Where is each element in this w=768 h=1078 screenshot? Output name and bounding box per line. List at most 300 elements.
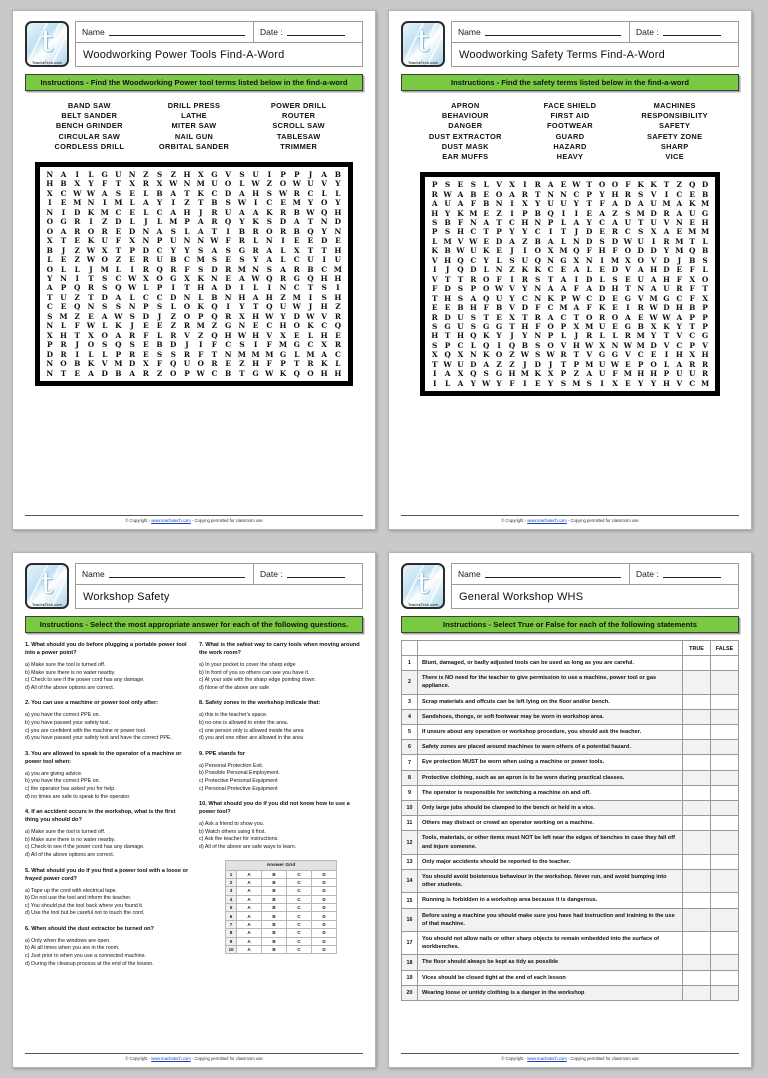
grid-letter[interactable]: A <box>547 312 554 322</box>
grid-letter[interactable]: U <box>521 255 529 265</box>
grid-letter[interactable]: V <box>624 350 631 360</box>
grid-row[interactable] <box>42 227 346 236</box>
answer-option-d[interactable]: D <box>312 870 337 878</box>
grid-letter[interactable]: X <box>509 312 515 322</box>
grid-letter[interactable]: B <box>457 303 464 313</box>
grid-letter[interactable]: Z <box>198 330 204 340</box>
grid-row[interactable] <box>427 218 713 227</box>
name-field[interactable] <box>76 22 254 42</box>
true-checkbox-cell[interactable] <box>683 908 711 931</box>
grid-letter[interactable]: O <box>170 368 177 378</box>
grid-letter[interactable]: A <box>101 188 108 198</box>
grid-letter[interactable]: N <box>560 189 567 199</box>
grid-letter[interactable]: L <box>102 321 108 331</box>
grid-letter[interactable]: I <box>102 198 107 208</box>
grid-letter[interactable]: L <box>47 255 53 265</box>
true-checkbox-cell[interactable] <box>683 831 711 854</box>
grid-letter[interactable]: C <box>573 189 580 199</box>
grid-letter[interactable]: U <box>156 255 163 265</box>
grid-letter[interactable]: M <box>623 369 632 379</box>
grid-letter[interactable]: L <box>156 330 163 340</box>
grid-row[interactable] <box>427 209 713 218</box>
grid-letter[interactable]: U <box>224 207 232 217</box>
grid-letter[interactable]: F <box>470 199 476 209</box>
grid-letter[interactable]: F <box>586 303 592 313</box>
grid-letter[interactable]: W <box>86 321 96 331</box>
answer-option-a[interactable]: A <box>237 929 262 937</box>
grid-letter[interactable]: W <box>456 246 465 256</box>
grid-letter[interactable]: D <box>142 311 150 321</box>
grid-letter[interactable]: H <box>224 330 232 340</box>
grid-letter[interactable]: N <box>60 274 67 283</box>
grid-letter[interactable]: J <box>130 321 134 331</box>
question-option[interactable]: c) the operator has asked you for help. <box>25 785 116 792</box>
grid-letter[interactable]: V <box>663 340 670 350</box>
grid-letter[interactable]: S <box>535 340 541 350</box>
grid-letter[interactable]: R <box>129 349 136 359</box>
grid-letter[interactable]: T <box>307 283 314 293</box>
grid-letter[interactable]: F <box>676 274 682 284</box>
grid-letter[interactable]: K <box>650 180 657 190</box>
grid-letter[interactable]: O <box>156 274 163 283</box>
grid-row[interactable] <box>42 170 346 179</box>
grid-letter[interactable]: V <box>637 293 644 303</box>
grid-letter[interactable]: Q <box>307 226 314 236</box>
grid-letter[interactable]: M <box>169 217 178 227</box>
grid-letter[interactable]: C <box>115 207 122 217</box>
grid-letter[interactable]: A <box>321 170 328 180</box>
grid-letter[interactable]: N <box>252 264 259 274</box>
grid-letter[interactable]: Z <box>156 368 163 378</box>
true-checkbox-cell[interactable] <box>683 709 711 724</box>
grid-letter[interactable]: B <box>637 322 644 332</box>
grid-letter[interactable]: W <box>86 188 96 198</box>
grid-letter[interactable]: P <box>197 311 204 321</box>
grid-row[interactable] <box>427 294 713 303</box>
grid-letter[interactable]: S <box>102 340 108 350</box>
answer-option-b[interactable]: B <box>262 920 287 928</box>
grid-letter[interactable]: A <box>238 274 245 283</box>
grid-letter[interactable]: W <box>585 340 594 350</box>
answer-grid-row[interactable] <box>226 878 337 886</box>
grid-letter[interactable]: S <box>599 236 605 246</box>
question-option[interactable]: b) At all times when you are in the room. <box>25 945 120 952</box>
false-checkbox-cell[interactable] <box>711 893 739 908</box>
grid-letter[interactable]: B <box>483 199 490 209</box>
grid-letter[interactable]: A <box>573 303 580 313</box>
grid-row[interactable] <box>42 331 346 340</box>
grid-letter[interactable]: H <box>508 369 516 379</box>
grid-letter[interactable]: X <box>702 293 708 303</box>
grid-letter[interactable]: D <box>101 368 108 378</box>
grid-letter[interactable]: Q <box>211 311 218 321</box>
grid-letter[interactable]: T <box>184 283 190 293</box>
grid-letter[interactable]: X <box>547 246 554 256</box>
answer-option-a[interactable]: A <box>237 887 262 895</box>
grid-letter[interactable]: Q <box>547 208 554 218</box>
grid-letter[interactable]: T <box>573 312 580 322</box>
grid-letter[interactable]: Y <box>650 331 657 341</box>
grid-letter[interactable]: Q <box>115 283 122 293</box>
grid-letter[interactable]: J <box>445 265 450 275</box>
grid-row[interactable] <box>42 265 346 274</box>
grid-letter[interactable]: Y <box>650 378 657 388</box>
grid-letter[interactable]: F <box>225 236 231 246</box>
grid-letter[interactable]: I <box>574 208 579 218</box>
grid-letter[interactable]: G <box>60 217 67 227</box>
grid-row[interactable] <box>42 198 346 207</box>
grid-letter[interactable]: S <box>239 340 245 350</box>
grid-letter[interactable]: S <box>702 255 708 265</box>
site-link[interactable]: www.teachatech.com <box>527 518 567 523</box>
grid-letter[interactable]: F <box>496 274 502 284</box>
grid-letter[interactable]: H <box>662 378 670 388</box>
grid-letter[interactable]: L <box>102 349 108 359</box>
grid-letter[interactable]: N <box>495 265 503 275</box>
grid-letter[interactable]: T <box>239 368 245 378</box>
grid-letter[interactable]: A <box>573 218 580 228</box>
grid-letter[interactable]: O <box>87 226 95 236</box>
grid-letter[interactable]: D <box>128 359 136 369</box>
grid-letter[interactable]: R <box>225 264 232 274</box>
grid-letter[interactable]: M <box>306 349 315 359</box>
grid-letter[interactable]: C <box>293 283 300 293</box>
grid-letter[interactable]: R <box>279 207 287 217</box>
grid-letter[interactable]: S <box>102 302 108 312</box>
grid-letter[interactable]: S <box>239 170 245 180</box>
grid-letter[interactable]: S <box>239 255 245 265</box>
false-checkbox-cell[interactable] <box>711 785 739 800</box>
answer-option-c[interactable]: C <box>287 887 312 895</box>
grid-letter[interactable]: D <box>624 199 632 209</box>
grid-letter[interactable]: G <box>224 321 232 331</box>
grid-letter[interactable]: E <box>143 340 149 350</box>
grid-letter[interactable]: U <box>307 255 314 265</box>
grid-letter[interactable]: T <box>637 218 644 228</box>
grid-letter[interactable]: Y <box>663 246 670 256</box>
grid-letter[interactable]: X <box>547 369 554 379</box>
grid-letter[interactable]: V <box>663 218 670 228</box>
grid-letter[interactable]: C <box>184 255 190 265</box>
grid-letter[interactable]: N <box>637 284 645 294</box>
grid-letter[interactable]: H <box>469 303 477 313</box>
grid-letter[interactable]: E <box>129 188 135 198</box>
grid-letter[interactable]: V <box>702 340 708 350</box>
grid-letter[interactable]: H <box>675 303 683 313</box>
grid-letter[interactable]: X <box>573 255 580 265</box>
grid-letter[interactable]: W <box>469 236 478 246</box>
grid-letter[interactable]: S <box>560 378 567 388</box>
grid-letter[interactable]: M <box>572 378 581 388</box>
grid-letter[interactable]: U <box>598 359 606 369</box>
grid-letter[interactable]: Q <box>74 283 81 293</box>
grid-letter[interactable]: E <box>560 180 567 190</box>
grid-letter[interactable]: D <box>585 227 593 237</box>
grid-letter[interactable]: R <box>74 217 81 227</box>
grid-letter[interactable]: R <box>611 227 619 237</box>
grid-letter[interactable]: R <box>470 274 477 284</box>
grid-letter[interactable]: B <box>444 246 451 256</box>
grid-letter[interactable]: A <box>457 199 464 209</box>
grid-letter[interactable]: D <box>320 236 328 246</box>
grid-letter[interactable]: Q <box>170 359 177 369</box>
grid-letter[interactable]: V <box>457 236 464 246</box>
grid-letter[interactable]: S <box>457 293 464 303</box>
grid-letter[interactable]: T <box>560 359 567 369</box>
grid-letter[interactable]: A <box>560 274 567 284</box>
grid-letter[interactable]: A <box>483 359 490 369</box>
grid-letter[interactable]: Z <box>184 198 190 208</box>
grid-letter[interactable]: D <box>598 284 606 294</box>
grid-letter[interactable]: R <box>307 359 314 369</box>
grid-letter[interactable]: Q <box>457 265 464 275</box>
grid-letter[interactable]: K <box>320 359 328 369</box>
grid-letter[interactable]: N <box>46 321 54 331</box>
grid-letter[interactable]: E <box>599 227 605 237</box>
grid-letter[interactable]: Y <box>573 199 579 209</box>
grid-letter[interactable]: Z <box>239 359 245 369</box>
grid-letter[interactable]: C <box>521 293 528 303</box>
grid-letter[interactable]: D <box>444 312 451 322</box>
word-search-grid[interactable] <box>35 162 353 386</box>
grid-letter[interactable]: I <box>523 378 527 388</box>
grid-letter[interactable]: E <box>650 350 657 360</box>
grid-letter[interactable]: J <box>198 207 203 217</box>
grid-letter[interactable]: S <box>225 245 231 255</box>
grid-letter[interactable]: O <box>197 359 204 369</box>
grid-letter[interactable]: N <box>534 293 542 303</box>
grid-row[interactable] <box>42 340 346 349</box>
grid-letter[interactable]: M <box>196 321 205 331</box>
question-option[interactable]: c) Ask the teacher for instructions. <box>199 836 279 843</box>
grid-letter[interactable]: H <box>238 292 246 302</box>
grid-letter[interactable]: N <box>46 368 54 378</box>
grid-letter[interactable]: H <box>320 368 328 378</box>
grid-letter[interactable]: O <box>611 312 619 322</box>
answer-option-d[interactable]: D <box>312 887 337 895</box>
grid-letter[interactable]: R <box>142 179 149 189</box>
grid-letter[interactable]: S <box>266 188 272 198</box>
grid-letter[interactable]: G <box>495 322 503 332</box>
grid-letter[interactable]: B <box>60 179 67 189</box>
grid-letter[interactable]: T <box>483 312 489 322</box>
grid-letter[interactable]: C <box>266 321 273 331</box>
grid-letter[interactable]: G <box>170 274 177 283</box>
grid-letter[interactable]: C <box>321 264 328 274</box>
grid-letter[interactable]: M <box>649 293 658 303</box>
grid-letter[interactable]: A <box>293 217 300 227</box>
answer-option-d[interactable]: D <box>312 937 337 945</box>
grid-letter[interactable]: F <box>102 179 108 189</box>
grid-letter[interactable]: S <box>47 311 53 321</box>
grid-letter[interactable]: Y <box>307 198 314 208</box>
grid-letter[interactable]: T <box>547 274 554 284</box>
grid-letter[interactable]: T <box>534 189 541 199</box>
grid-letter[interactable]: W <box>127 274 137 283</box>
grid-letter[interactable]: C <box>586 293 593 303</box>
grid-letter[interactable]: E <box>483 189 490 199</box>
grid-letter[interactable]: M <box>585 322 594 332</box>
grid-letter[interactable]: J <box>677 255 682 265</box>
grid-letter[interactable]: Y <box>470 378 476 388</box>
grid-letter[interactable]: N <box>142 236 150 246</box>
grid-letter[interactable]: T <box>431 359 438 369</box>
grid-row[interactable] <box>427 180 713 189</box>
grid-letter[interactable]: N <box>547 189 554 199</box>
grid-letter[interactable]: C <box>211 368 218 378</box>
grid-letter[interactable]: Z <box>101 217 108 227</box>
grid-letter[interactable]: I <box>432 265 437 275</box>
grid-letter[interactable]: J <box>75 340 79 350</box>
grid-letter[interactable]: P <box>560 293 567 303</box>
grid-letter[interactable]: Q <box>444 350 451 360</box>
grid-letter[interactable]: P <box>431 180 438 190</box>
grid-letter[interactable]: K <box>482 331 490 341</box>
grid-letter[interactable]: U <box>101 236 108 246</box>
grid-letter[interactable]: C <box>307 340 314 350</box>
grid-letter[interactable]: H <box>252 311 260 321</box>
grid-letter[interactable]: E <box>60 302 67 312</box>
grid-letter[interactable]: A <box>252 292 259 302</box>
grid-letter[interactable]: B <box>156 188 163 198</box>
grid-letter[interactable]: L <box>129 292 135 302</box>
grid-letter[interactable]: M <box>251 349 260 359</box>
grid-letter[interactable]: N <box>87 302 95 312</box>
grid-letter[interactable]: M <box>610 255 620 265</box>
grid-letter[interactable]: S <box>321 292 327 302</box>
grid-row[interactable] <box>42 217 346 226</box>
grid-letter[interactable]: H <box>431 331 439 341</box>
grid-letter[interactable]: R <box>293 264 300 274</box>
grid-letter[interactable]: G <box>293 340 300 350</box>
grid-letter[interactable]: Q <box>334 321 342 331</box>
grid-letter[interactable]: K <box>252 217 259 227</box>
grid-letter[interactable]: S <box>266 264 272 274</box>
site-link[interactable]: www.teachatech.com <box>151 1056 191 1061</box>
answer-option-b[interactable]: B <box>262 904 287 912</box>
grid-letter[interactable]: Y <box>444 208 451 218</box>
true-checkbox-cell[interactable] <box>683 932 711 955</box>
site-link[interactable]: www.teachatech.com <box>151 518 191 523</box>
grid-letter[interactable]: L <box>432 236 438 246</box>
grid-letter[interactable]: D <box>650 246 657 256</box>
answer-option-c[interactable]: C <box>287 937 312 945</box>
grid-letter[interactable]: L <box>470 340 476 350</box>
grid-letter[interactable]: B <box>470 189 477 199</box>
grid-letter[interactable]: M <box>237 264 246 274</box>
answer-option-b[interactable]: B <box>262 895 287 903</box>
grid-letter[interactable]: X <box>46 330 53 340</box>
grid-letter[interactable]: O <box>293 321 300 331</box>
answer-option-c[interactable]: C <box>287 920 312 928</box>
grid-letter[interactable]: Z <box>170 311 176 321</box>
grid-letter[interactable]: P <box>156 283 163 293</box>
question-option[interactable]: c) Personal Protective Equipment <box>199 785 278 792</box>
grid-letter[interactable]: U <box>624 218 632 228</box>
grid-letter[interactable]: T <box>60 368 67 378</box>
grid-letter[interactable]: L <box>560 331 567 341</box>
grid-letter[interactable]: N <box>183 292 191 302</box>
grid-letter[interactable]: X <box>573 322 580 332</box>
grid-letter[interactable]: P <box>702 312 708 322</box>
grid-letter[interactable]: T <box>74 330 80 340</box>
false-checkbox-cell[interactable] <box>711 709 739 724</box>
grid-letter[interactable]: Q <box>688 180 696 190</box>
grid-letter[interactable]: C <box>60 188 67 198</box>
grid-letter[interactable]: K <box>521 265 529 275</box>
grid-letter[interactable]: I <box>171 283 175 293</box>
grid-letter[interactable]: R <box>142 264 149 274</box>
grid-row[interactable] <box>42 274 346 283</box>
grid-letter[interactable]: L <box>612 331 618 341</box>
grid-letter[interactable]: T <box>509 322 515 332</box>
answer-option-b[interactable]: B <box>262 887 287 895</box>
grid-letter[interactable]: O <box>266 226 273 236</box>
question-option[interactable]: a) In your pocket to cover the sharp edge <box>199 662 296 668</box>
grid-letter[interactable]: P <box>702 303 708 313</box>
grid-letter[interactable]: L <box>496 255 502 265</box>
grid-letter[interactable]: M <box>585 359 594 369</box>
grid-letter[interactable]: X <box>293 245 300 255</box>
grid-letter[interactable]: I <box>61 207 66 217</box>
grid-letter[interactable]: M <box>100 207 109 217</box>
grid-letter[interactable]: O <box>307 368 314 378</box>
grid-letter[interactable]: A <box>586 369 593 379</box>
grid-letter[interactable]: I <box>510 208 514 218</box>
grid-letter[interactable]: Y <box>88 179 94 189</box>
grid-letter[interactable]: K <box>307 321 314 331</box>
grid-letter[interactable]: B <box>74 359 81 369</box>
grid-letter[interactable]: L <box>143 207 149 217</box>
grid-letter[interactable]: O <box>495 189 503 199</box>
grid-letter[interactable]: N <box>46 170 54 180</box>
answer-grid-row[interactable] <box>226 929 337 937</box>
grid-letter[interactable]: A <box>238 207 245 217</box>
grid-letter[interactable]: X <box>184 274 190 283</box>
false-checkbox-cell[interactable] <box>711 740 739 755</box>
question-option[interactable]: c) Just prior to when you use a connected machine. <box>25 953 147 960</box>
grid-letter[interactable]: F <box>689 293 695 303</box>
grid-letter[interactable]: E <box>335 236 341 246</box>
grid-letter[interactable]: L <box>599 274 605 284</box>
grid-row[interactable] <box>42 350 346 359</box>
grid-letter[interactable]: C <box>457 340 464 350</box>
grid-letter[interactable]: X <box>88 330 94 340</box>
grid-letter[interactable]: F <box>143 330 149 340</box>
grid-letter[interactable]: M <box>114 198 123 208</box>
grid-letter[interactable]: S <box>432 218 438 228</box>
grid-letter[interactable]: I <box>253 340 258 350</box>
grid-letter[interactable]: Y <box>522 227 528 237</box>
grid-letter[interactable]: T <box>522 312 528 322</box>
grid-letter[interactable]: D <box>279 217 287 227</box>
grid-letter[interactable]: W <box>265 368 274 378</box>
question-option[interactable]: a) you have the correct PPE on. <box>25 712 101 719</box>
grid-letter[interactable]: R <box>624 189 631 199</box>
grid-letter[interactable]: X <box>650 322 657 332</box>
grid-letter[interactable]: N <box>224 292 232 302</box>
grid-letter[interactable]: B <box>521 340 528 350</box>
grid-letter[interactable]: G <box>663 293 670 303</box>
question-option[interactable]: d) you and one other are allowed in the area <box>199 735 303 742</box>
grid-letter[interactable]: T <box>663 331 670 341</box>
grid-letter[interactable]: W <box>520 350 529 360</box>
grid-letter[interactable]: M <box>278 340 288 350</box>
grid-letter[interactable]: R <box>101 226 108 236</box>
grid-letter[interactable]: F <box>266 359 272 369</box>
date-input-line[interactable] <box>287 27 345 36</box>
grid-letter[interactable]: H <box>521 218 529 228</box>
